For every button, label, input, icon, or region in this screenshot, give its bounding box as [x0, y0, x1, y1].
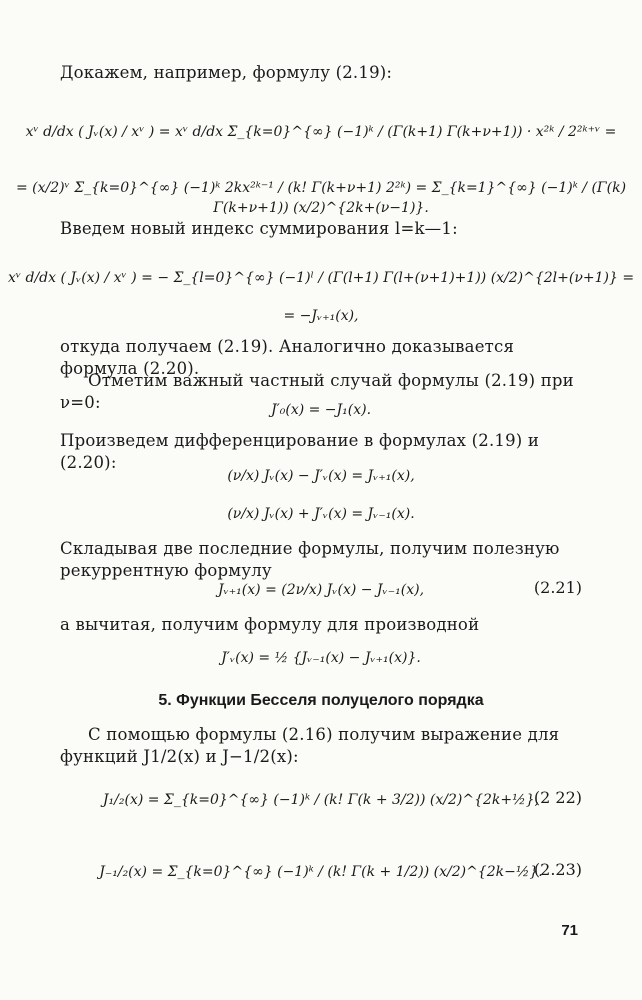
- paragraph: Отметим важный частный случай формулы (2.19) при ν=0:: [60, 371, 574, 412]
- paragraph: С помощью формулы (2.16) получим выражение для функций J1/2(x) и J−1/2(x):: [60, 725, 560, 766]
- equation: J′ᵥ(x) = ½ {Jᵥ₋₁(x) − Jᵥ₊₁(x)}.: [221, 650, 421, 666]
- equation: = (x/2)ᵛ Σ_{k=0}^{∞} (−1)ᵏ 2kx²ᵏ⁻¹ / (k! Γ(k+ν+1) 2²ᵏ) = Σ_{k=1}^{∞} (−1)ᵏ / (Γ(k) Γ(k+ν+1)) (x/2)^{2k+(ν−1)}.: [15, 180, 627, 216]
- paragraph: Произведем дифференцирование в формулах (2.19) и (2.20):: [60, 431, 540, 472]
- equation: (ν/x) Jᵥ(x) + J′ᵥ(x) = Jᵥ₋₁(x).: [227, 506, 415, 522]
- page-number: 71: [561, 922, 578, 939]
- equation-number: (2.21): [533, 578, 582, 597]
- equation: J₁/₂(x) = Σ_{k=0}^{∞} (−1)ᵏ / (k! Γ(k + 3/2)) (x/2)^{2k+½},: [102, 792, 540, 808]
- paragraph: Складывая две последние формулы, получим полезную рекуррентную формулу: [60, 539, 560, 580]
- equation: J₋₁/₂(x) = Σ_{k=0}^{∞} (−1)ᵏ / (k! Γ(k + 1/2)) (x/2)^{2k−½}.: [99, 864, 543, 880]
- equation: xᵛ d/dx ( Jᵥ(x) / xᵛ ) = − Σ_{l=0}^{∞} (−1)ˡ / (Γ(l+1) Γ(l+(ν+1)+1)) (x/2)^{2l+(ν+1)} =: [7, 270, 635, 286]
- equation-number: (2 22): [533, 788, 582, 807]
- equation: Jᵥ₊₁(x) = (2ν/x) Jᵥ(x) − Jᵥ₋₁(x),: [217, 582, 425, 598]
- equation: J′₀(x) = −J₁(x).: [270, 402, 372, 418]
- paragraph: Докажем, например, формулу (2.19):: [60, 63, 393, 82]
- paragraph: откуда получаем (2.19). Аналогично доказывается формула (2.20).: [60, 337, 515, 378]
- section-heading: 5. Функции Бесселя полуцелого порядка: [158, 692, 484, 709]
- paragraph: а вычитая, получим формулу для производной: [60, 615, 480, 634]
- paragraph: Введем новый индекс суммирования l=k—1:: [60, 219, 458, 238]
- equation: (ν/x) Jᵥ(x) − J′ᵥ(x) = Jᵥ₊₁(x),: [227, 468, 415, 484]
- equation: xᵛ d/dx ( Jᵥ(x) / xᵛ ) = xᵛ d/dx Σ_{k=0}^{∞} (−1)ᵏ / (Γ(k+1) Γ(k+ν+1)) · x²ᵏ / 2²ᵏ⁺ᵛ =: [25, 124, 617, 140]
- equation-number: (2.23): [533, 860, 582, 879]
- equation: = −Jᵥ₊₁(x),: [283, 308, 359, 324]
